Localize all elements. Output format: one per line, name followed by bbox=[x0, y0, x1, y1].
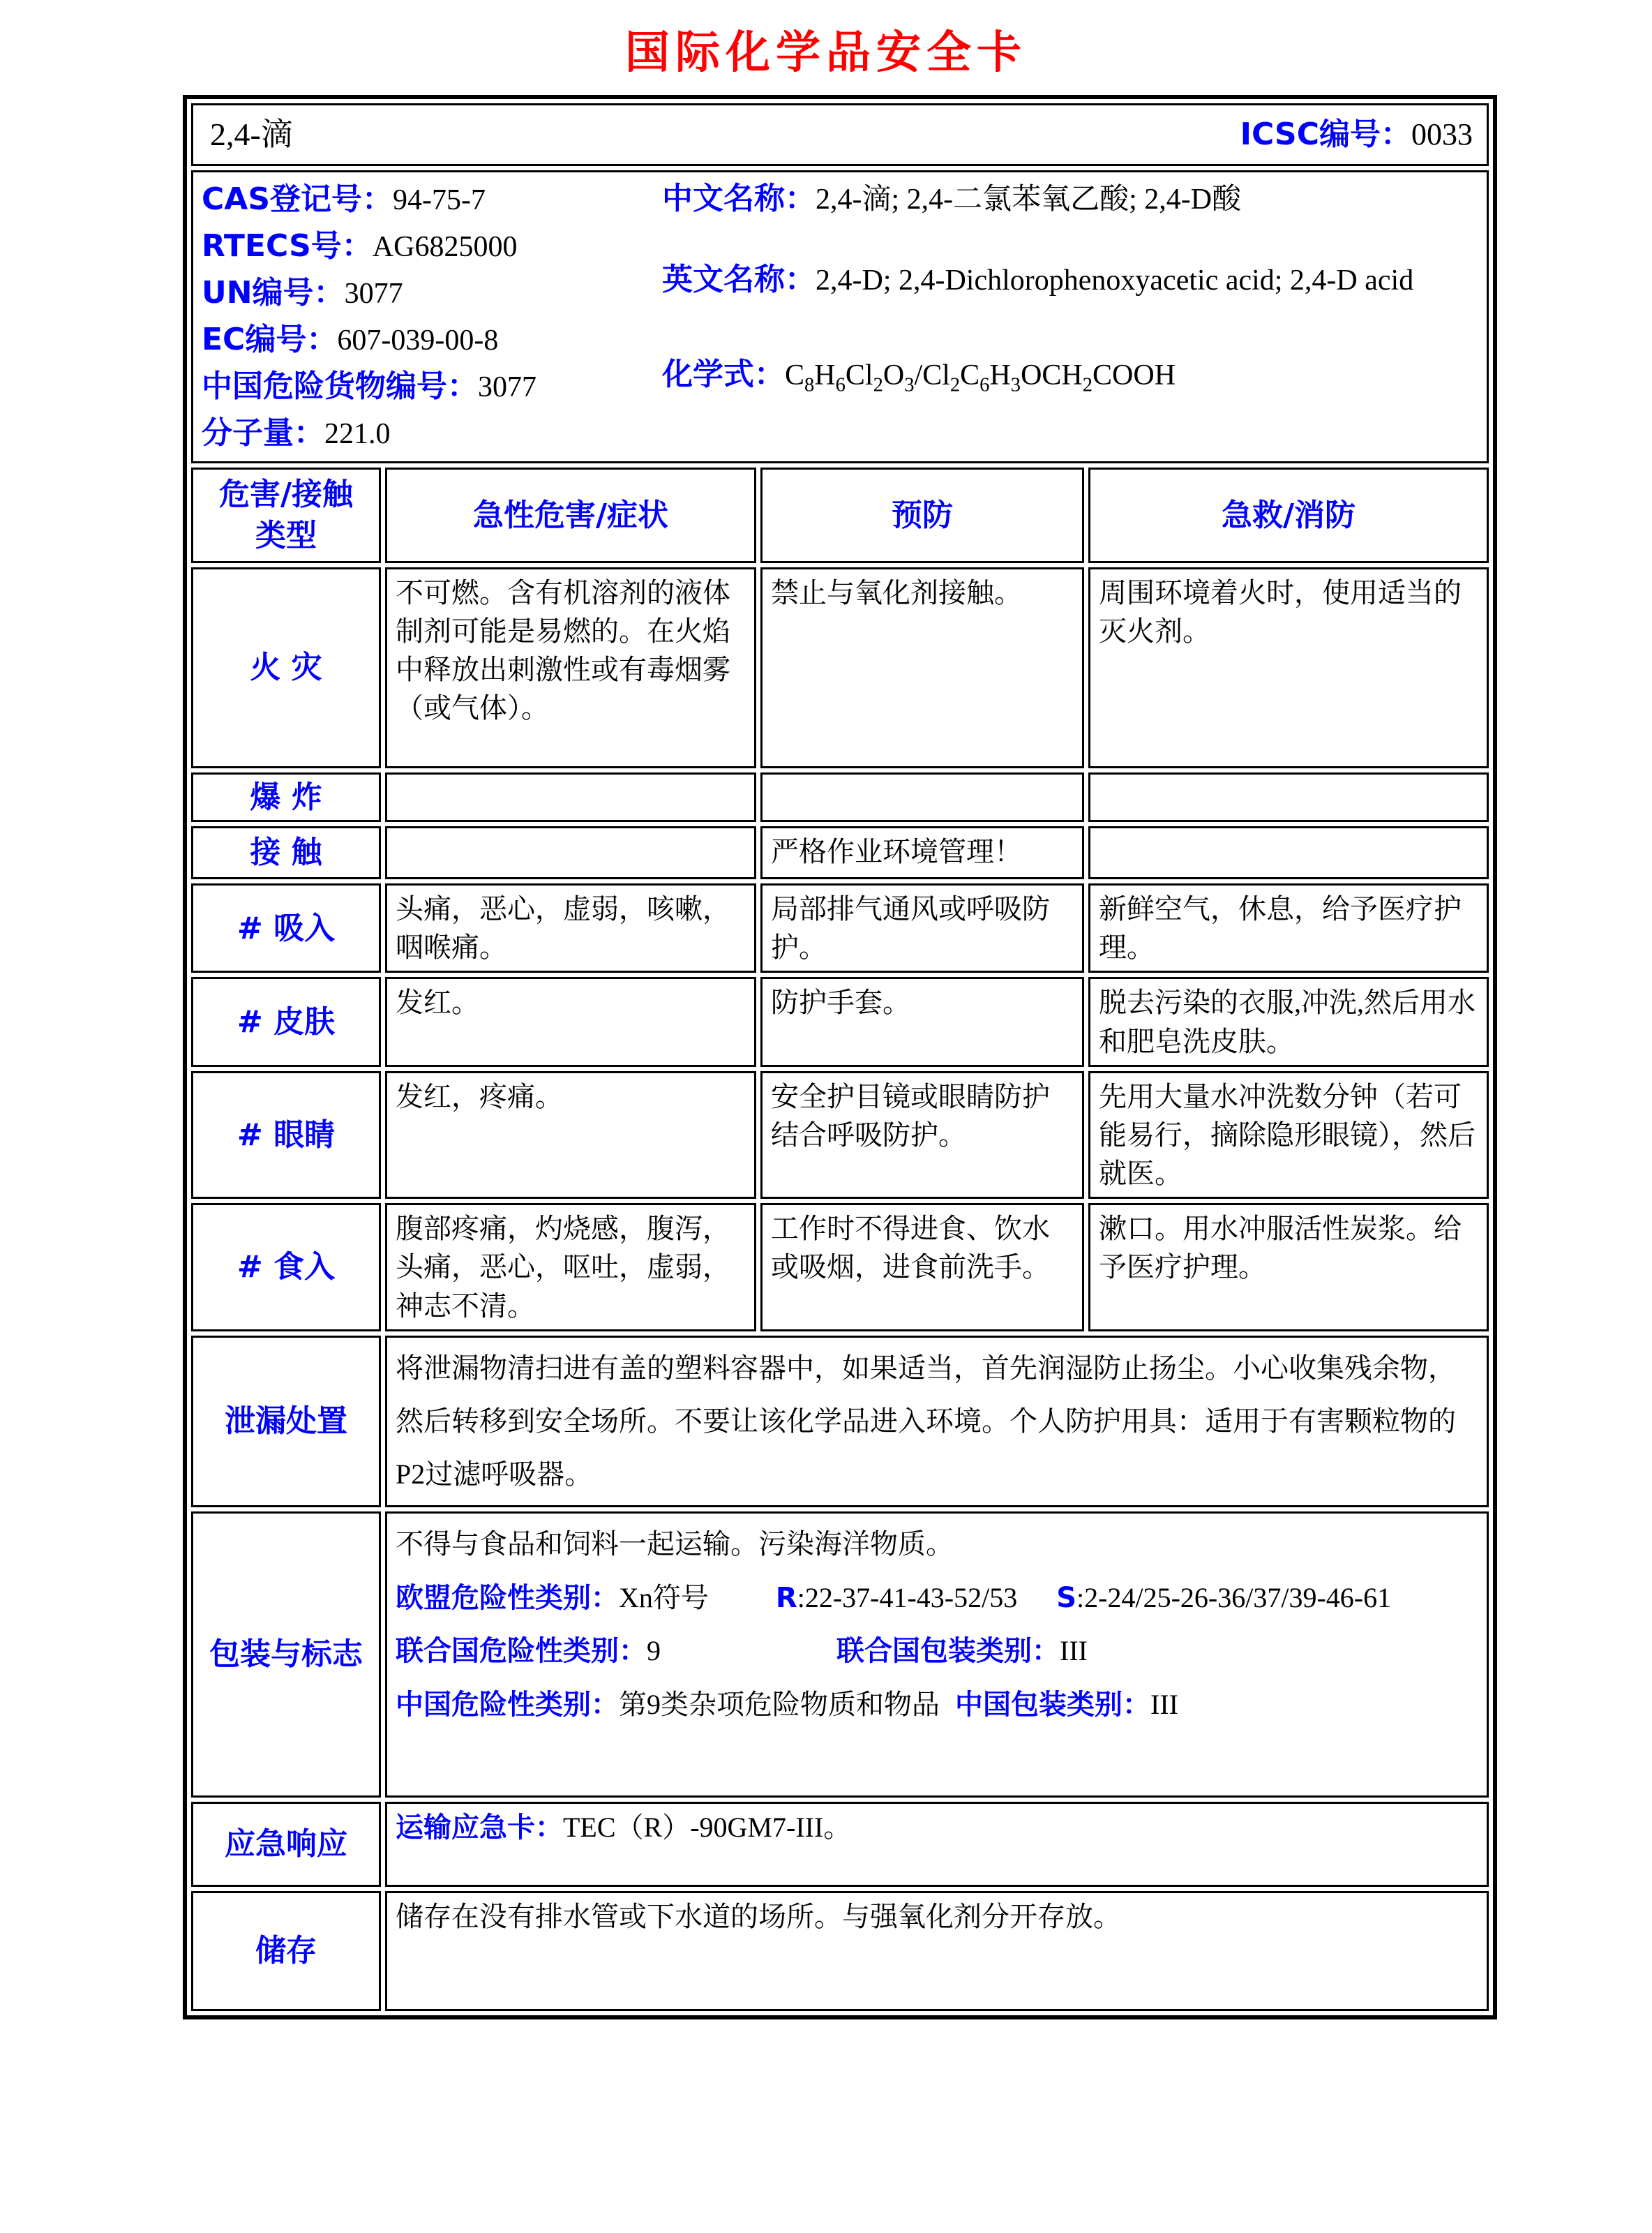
un-label: UN编号： bbox=[202, 275, 345, 311]
icsc-label: ICSC编号： bbox=[1240, 116, 1412, 152]
china-dg-value: 3077 bbox=[478, 371, 536, 403]
row-packaging bbox=[191, 1511, 1489, 1798]
s-phrases-value: :2-24/25-26-36/37/39-46-61 bbox=[1076, 1581, 1392, 1613]
ingestion-prevention-cell: 工作时不得进食、饮水或吸烟，进食前洗手。 bbox=[760, 1203, 1084, 1331]
row-explosion bbox=[191, 772, 1489, 822]
ingestion-symptom-cell: 腹部疼痛，灼烧感，腹泻，头痛，恶心，呕吐，虚弱，神志不清。 bbox=[385, 1203, 756, 1331]
fire-symptom-cell: 不可燃。含有机溶剂的液体制剂可能是易燃的。在火焰中释放出刺激性或有毒烟雾（或气体）。 bbox=[385, 567, 756, 768]
row-emergency-response bbox=[191, 1802, 1489, 1887]
china-dg-number-line bbox=[202, 364, 662, 410]
transport-card-label: 运输应急卡： bbox=[396, 1811, 563, 1844]
un-number-line bbox=[202, 270, 662, 317]
safety-card-table bbox=[183, 95, 1497, 2019]
exposure-firstaid-cell bbox=[1088, 826, 1489, 879]
inhalation-symptom-cell: 头痛，恶心，虚弱，咳嗽，咽喉痛。 bbox=[385, 883, 756, 973]
eu-class-label: 欧盟危险性类别： bbox=[396, 1581, 619, 1614]
cas-value: 94-75-7 bbox=[393, 184, 486, 216]
emergency-label: 应急响应 bbox=[191, 1802, 381, 1887]
header-hazard-type: 危害/接触 类型 bbox=[191, 468, 381, 563]
substance-name: 2,4-滴 bbox=[210, 117, 293, 153]
un-hazard-label: 联合国危险性类别： bbox=[396, 1635, 647, 1668]
formula-value: $C_8H_6Cl_2O_3/Cl_2C_6H_3OCH_2COOH$ bbox=[785, 359, 1176, 396]
chinese-name-line bbox=[662, 177, 1478, 221]
header-acute-hazards: 急性危害/症状 bbox=[385, 468, 756, 563]
page-title: 国际化学品安全卡 bbox=[625, 27, 1027, 79]
eu-classification-line bbox=[396, 1571, 1478, 1625]
un-classification-line bbox=[396, 1625, 1478, 1678]
rtecs-label: RTECS号： bbox=[202, 228, 373, 264]
exposure-symptom-cell bbox=[385, 826, 756, 879]
un-pack-label: 联合国包装类别： bbox=[836, 1635, 1060, 1668]
identifiers-row bbox=[191, 170, 1489, 463]
storage-label: 储存 bbox=[191, 1891, 381, 2011]
eyes-label: # 眼睛 bbox=[191, 1071, 381, 1200]
packaging-label: 包装与标志 bbox=[191, 1511, 381, 1798]
exposure-prevention-cell: 严格作业环境管理！ bbox=[760, 826, 1084, 879]
spill-text-cell: 将泄漏物清扫进有盖的塑料容器中，如果适当，首先润湿防止扬尘。小心收集残余物，然后转移到安全场所。不要让该化学品进入环境。个人防护用具：适用于有害颗粒物的P2过滤呼吸器。 bbox=[385, 1336, 1489, 1507]
un-value: 3077 bbox=[344, 278, 403, 310]
explosion-symptom-cell bbox=[385, 772, 756, 822]
molecular-weight-label: 分子量： bbox=[202, 415, 324, 451]
molecular-weight-line bbox=[202, 410, 662, 457]
transport-note: 不得与食品和饲料一起运输。污染海洋物质。 bbox=[396, 1528, 954, 1560]
eu-symbol: Xn符号 bbox=[619, 1581, 709, 1613]
header-first-aid: 急救/消防 bbox=[1088, 468, 1489, 563]
explosion-firstaid-cell bbox=[1088, 772, 1489, 822]
emergency-cell bbox=[385, 1802, 1489, 1887]
skin-label: # 皮肤 bbox=[191, 977, 381, 1066]
row-skin bbox=[191, 977, 1489, 1066]
ingestion-firstaid-cell: 漱口。用水冲服活性炭浆。给予医疗护理。 bbox=[1088, 1203, 1489, 1331]
packaging-cell bbox=[385, 1511, 1489, 1798]
r-phrases-label: R bbox=[775, 1581, 797, 1614]
icsc-value: 0033 bbox=[1411, 117, 1473, 151]
ec-value: 607-039-00-8 bbox=[337, 324, 499, 357]
un-pack-value: III bbox=[1060, 1635, 1088, 1667]
un-hazard-value: 9 bbox=[647, 1635, 661, 1667]
inhalation-label: # 吸入 bbox=[191, 883, 381, 973]
fire-prevention-cell: 禁止与氧化剂接触。 bbox=[760, 567, 1084, 768]
substance-title-cell bbox=[191, 103, 1489, 166]
china-dg-label: 中国危险货物编号： bbox=[202, 368, 478, 404]
ec-number-line bbox=[202, 317, 662, 364]
skin-firstaid-cell: 脱去污染的衣服,冲洗,然后用水和肥皂洗皮肤。 bbox=[1088, 977, 1489, 1066]
skin-prevention-cell: 防护手套。 bbox=[760, 977, 1084, 1066]
fire-label: 火 灾 bbox=[191, 567, 381, 768]
transport-card-value: TEC（R）-90GM7-III。 bbox=[563, 1811, 852, 1843]
formula-line bbox=[662, 352, 1478, 400]
english-name-label: 英文名称： bbox=[662, 261, 816, 297]
eyes-symptom-cell: 发红，疼痛。 bbox=[385, 1071, 756, 1200]
formula-label: 化学式： bbox=[662, 356, 785, 392]
chinese-name-value: 2,4-滴; 2,4-二氯苯氧乙酸; 2,4-D酸 bbox=[816, 184, 1242, 216]
r-phrases-value: :22-37-41-43-52/53 bbox=[797, 1581, 1018, 1613]
explosion-label: 爆 炸 bbox=[191, 772, 381, 822]
molecular-weight-value: 221.0 bbox=[324, 418, 391, 450]
cas-number-line bbox=[202, 177, 662, 223]
row-ingestion bbox=[191, 1203, 1489, 1331]
skin-symptom-cell: 发红。 bbox=[385, 977, 756, 1066]
row-inhalation bbox=[191, 883, 1489, 973]
row-exposure bbox=[191, 826, 1489, 879]
s-phrases-label: S bbox=[1056, 1581, 1077, 1614]
storage-cell: 储存在没有排水管或下水道的场所。与强氧化剂分开存放。 bbox=[385, 1891, 1489, 2011]
identifier-list bbox=[202, 177, 662, 457]
cn-classification-line bbox=[396, 1678, 1478, 1732]
exposure-label: 接 触 bbox=[191, 826, 381, 879]
ec-label: EC编号： bbox=[202, 322, 338, 357]
cn-hazard-value: 第9类杂项危险物质和物品 bbox=[619, 1689, 940, 1721]
row-fire bbox=[191, 567, 1489, 768]
chinese-name-label: 中文名称： bbox=[662, 181, 816, 216]
identifiers-cell bbox=[191, 170, 1489, 463]
english-name-line bbox=[662, 257, 1478, 302]
cn-pack-label: 中国包装类别： bbox=[955, 1689, 1150, 1722]
eyes-firstaid-cell: 先用大量水冲洗数分钟（若可能易行，摘除隐形眼镜），然后就医。 bbox=[1088, 1071, 1489, 1200]
header-prevention: 预防 bbox=[760, 468, 1084, 563]
ingestion-label: # 食入 bbox=[191, 1203, 381, 1331]
explosion-prevention-cell bbox=[760, 772, 1084, 822]
row-spill-disposal bbox=[191, 1336, 1489, 1507]
rtecs-value: AG6825000 bbox=[372, 231, 518, 263]
fire-firstaid-cell: 周围环境着火时，使用适当的灭火剂。 bbox=[1088, 567, 1489, 768]
cn-hazard-label: 中国危险性类别： bbox=[396, 1689, 619, 1722]
row-storage bbox=[191, 1891, 1489, 2011]
inhalation-prevention-cell: 局部排气通风或呼吸防护。 bbox=[760, 883, 1084, 973]
icsc-number bbox=[1240, 114, 1478, 156]
table-header-row bbox=[191, 468, 1489, 563]
inhalation-firstaid-cell: 新鲜空气，休息，给予医疗护理。 bbox=[1088, 883, 1489, 973]
rtecs-number-line bbox=[202, 223, 662, 270]
substance-title-row bbox=[191, 103, 1489, 166]
names-block bbox=[662, 177, 1478, 457]
row-eyes bbox=[191, 1071, 1489, 1200]
eyes-prevention-cell: 安全护目镜或眼睛防护结合呼吸防护。 bbox=[760, 1071, 1084, 1200]
cas-label: CAS登记号： bbox=[202, 181, 393, 217]
cn-pack-value: III bbox=[1150, 1689, 1178, 1721]
spill-label: 泄漏处置 bbox=[191, 1336, 381, 1507]
english-name-value: 2,4-D; 2,4-Dichlorophenoxyacetic acid; 2,4-D acid bbox=[816, 264, 1414, 297]
